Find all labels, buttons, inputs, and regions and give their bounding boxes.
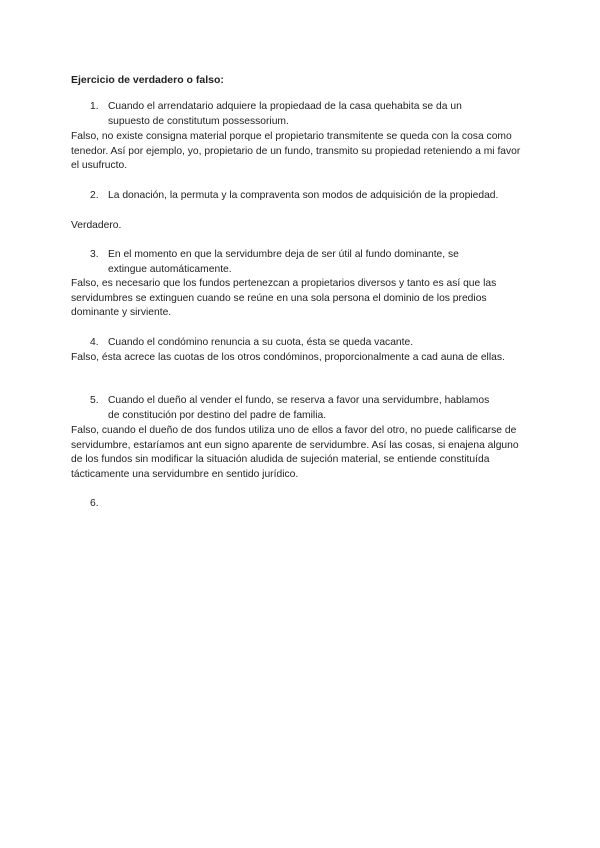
question-6-number: 6. <box>90 498 99 509</box>
question-4-text: Cuando el condómino renuncia a su cuota, ésta se queda vacante. <box>108 337 414 348</box>
question-5-number: 5. <box>90 395 99 406</box>
question-3-text: En el momento en que la servidumbre deja de ser útil al fundo dominante, se extingue automáticamente. <box>108 249 459 275</box>
question-1 <box>90 100 500 129</box>
question-4-number: 4. <box>90 337 99 348</box>
question-2-text: La donación, la permuta y la compraventa son modos de adquisición de la propiedad. <box>108 190 499 201</box>
question-3 <box>90 248 500 277</box>
answer-1: Falso, no existe consigna material porque el propietario transmitente se queda con la cosa como tenedor. Así por ejemplo, yo, propietario de un fundo, transmito su propiedad reteniendo a mi favor el usufructo. <box>71 131 521 171</box>
answer-2: Verdadero. <box>71 220 122 231</box>
answer-4: Falso, ésta acrece las cuotas de los otros condóminos, proporcionalmente a cad auna de ellas. <box>71 352 505 363</box>
document-title: Ejercicio de verdadero o falso: <box>71 74 224 86</box>
question-5-text: Cuando el dueño al vender el fundo, se reserva a favor una servidumbre, hablamos de constitución por destino del padre de familia. <box>108 395 490 421</box>
answer-5: Falso, cuando el dueño de dos fundos utiliza uno de ellos a favor del otro, no puede calificarse de servidumbre, estaríamos ant eun signo aparente de servidumbre. Así las cosas, si enajena alguno de los fundos sin modificar la situación aludida de sujeción material, se entiende constituída tácticamente una servidumbre en sentido jurídico. <box>71 425 519 480</box>
question-1-text: Cuando el arrendatario adquiere la propiedaad de la casa quehabita se da un supuesto de constitutum possessorium. <box>108 101 462 127</box>
question-2-number: 2. <box>90 190 99 201</box>
question-1-number: 1. <box>90 101 99 112</box>
question-5 <box>90 394 500 423</box>
question-4 <box>90 336 500 351</box>
question-2 <box>90 189 500 204</box>
answer-3: Falso, es necesario que los fundos pertenezcan a propietarios diversos y tanto es así que las servidumbres se extinguen cuando se reúne en una sola persona el dominio de los predios dominante y sirviente. <box>71 278 497 318</box>
question-3-number: 3. <box>90 249 99 260</box>
